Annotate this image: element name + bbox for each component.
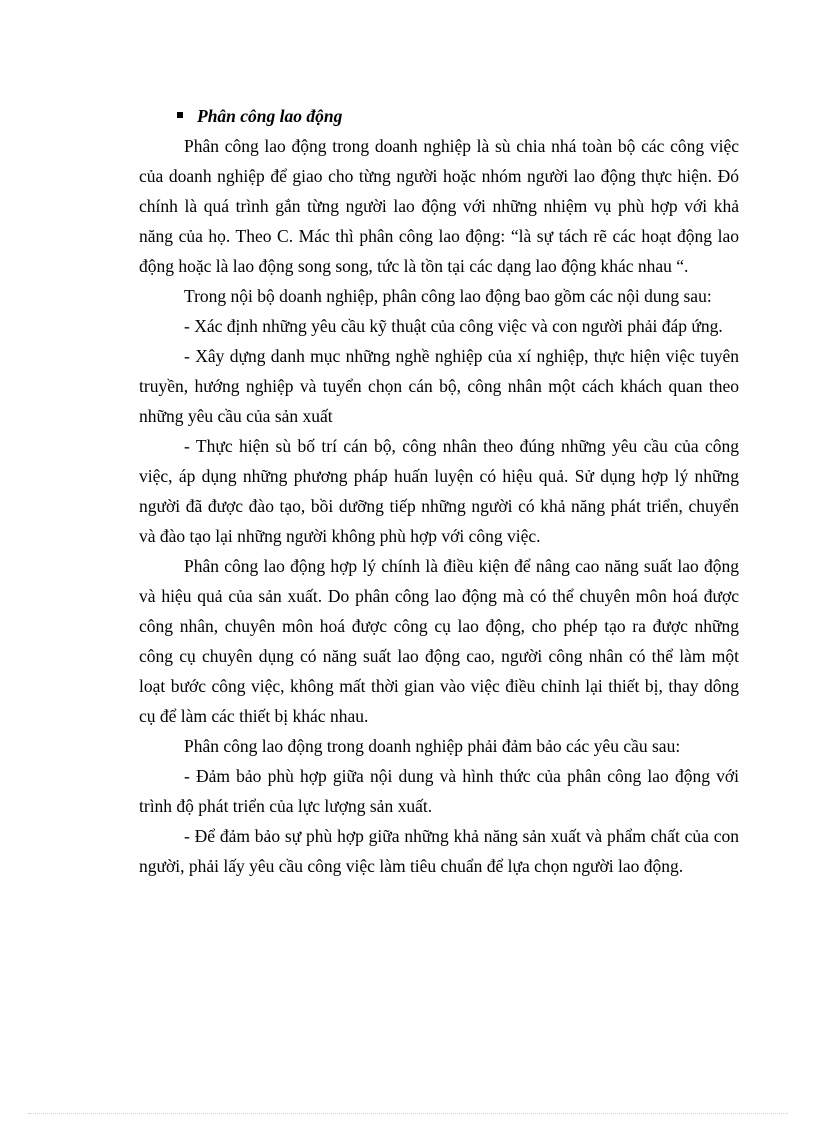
list-item-suitability: - Để đảm bảo sự phù hợp giữa những khả năng sản xuất và phẩm chất của con người, phải lấy yêu cầu công việc làm tiêu chuẩn để lựa chọn người lao động. [139, 826, 739, 876]
section-heading-text: Phân công lao động [197, 106, 343, 126]
paragraph-requirements-intro: Phân công lao động trong doanh nghiệp phải đảm bảo các yêu cầu sau: [184, 736, 681, 756]
list-item-requirements: - Xác định những yêu cầu kỹ thuật của công việc và con người phải đáp ứng. [184, 316, 723, 336]
square-bullet-icon [177, 112, 183, 118]
list-item-consistency: - Đảm bảo phù hợp giữa nội dung và hình thức của phân công lao động với trình độ phát triển của lực lượng sản xuất. [139, 766, 739, 816]
section-heading [139, 101, 739, 131]
list-item-arrangement: - Thực hiện sù bố trí cán bộ, công nhân theo đúng những yêu cầu của công việc, áp dụng những phương pháp huấn luyện có hiệu quả. Sử dụng hợp lý những người đã được đào tạo, bồi dưỡng tiếp những người có khả năng phát triển, chuyển và đào tạo lại những người không phù hợp với công việc. [139, 436, 739, 546]
page-bottom-divider [28, 1113, 788, 1114]
paragraph-definition: Phân công lao động trong doanh nghiệp là sù chia nhá toàn bộ các công việc của doanh nghiệp để giao cho từng người hoặc nhóm người lao động thực hiện. Đó chính là quá trình gắn từng người lao động với những nhiệm vụ phù hợp với khả năng của họ. Theo C. Mác thì phân công lao động: “là sự tách rẽ các hoạt động lao động hoặc là lao động song song, tức là tồn tại các dạng lao động khác nhau “. [139, 136, 739, 276]
list-item-occupations: - Xây dựng danh mục những nghề nghiệp của xí nghiệp, thực hiện việc tuyên truyền, hướng nghiệp và tuyển chọn cán bộ, công nhân một cách khách quan theo những yêu cầu của sản xuất [139, 346, 739, 426]
document-body [139, 101, 739, 881]
paragraph-benefits: Phân công lao động hợp lý chính là điều kiện để nâng cao năng suất lao động và hiệu quả của sản xuất. Do phân công lao động mà có thể chuyên môn hoá được công nhân, chuyên môn hoá được công cụ lao động, cho phép tạo ra được những công cụ chuyên dụng có năng suất lao động cao, người công nhân có thể làm một loạt bước công việc, không mất thời gian vào việc điều chỉnh lại thiết bị, thay dông cụ để làm các thiết bị khác nhau. [139, 556, 739, 726]
paragraph-intro-list: Trong nội bộ doanh nghiệp, phân công lao động bao gồm các nội dung sau: [184, 286, 712, 306]
